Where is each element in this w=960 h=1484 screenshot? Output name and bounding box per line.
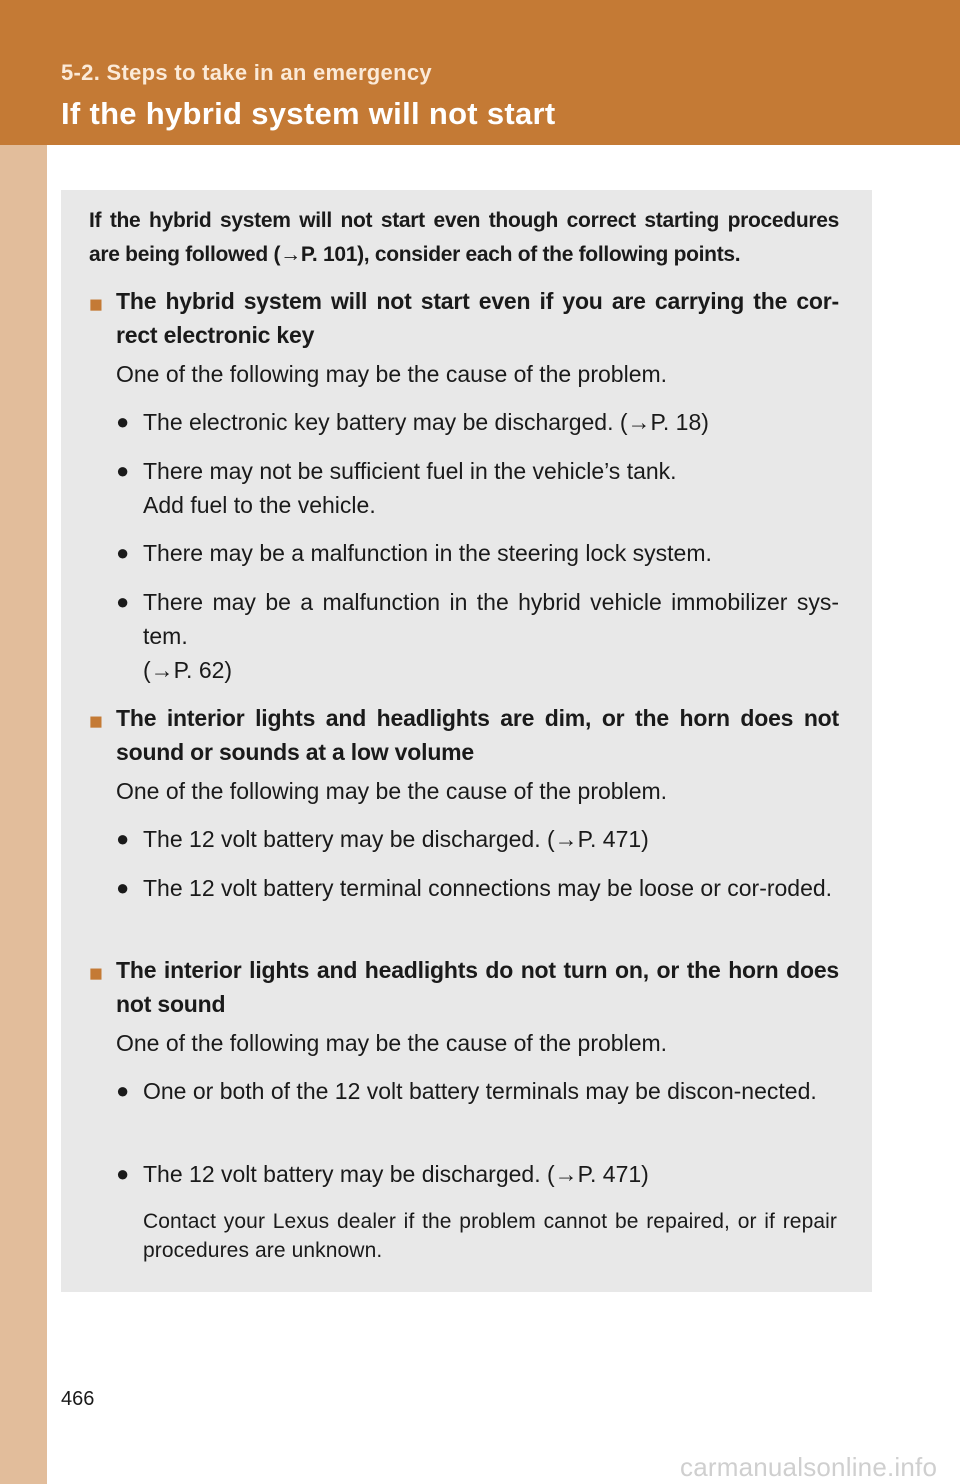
bullet-dot-icon: ● (116, 409, 130, 434)
page-number: 466 (61, 1388, 95, 1410)
bullet-dot-icon: ● (116, 1078, 130, 1103)
list-item-text: One or both of the 12 volt battery terminals may be discon-nected. (143, 1078, 817, 1104)
section-heading-text: The interior lights and headlights are dim, or the horn does not sound or sounds at a low volume (116, 705, 839, 765)
section-heading-carrying-key (89, 284, 839, 352)
section-heading-lights-dim (89, 701, 839, 769)
list-item-text: The 12 volt battery terminal connections may be loose or cor-roded. (143, 875, 833, 901)
list-item-text: There may be a malfunction in the steering lock system. (143, 540, 712, 566)
bullet-dot-icon: ● (116, 1161, 130, 1186)
bullet-dot-icon: ● (116, 589, 130, 614)
list-item (116, 454, 839, 522)
list-item (116, 871, 839, 905)
list-item-text: There may not be sufficient fuel in the vehicle’s tank. (143, 458, 677, 484)
bullet-dot-icon: ● (116, 826, 130, 851)
square-bullet-icon: ■ (89, 291, 103, 317)
section-label: 5-2. Steps to take in an emergency (61, 60, 432, 85)
side-band (0, 145, 47, 1484)
section-heading-lights-off (89, 953, 839, 1021)
section-lead: One of the following may be the cause of the problem. (116, 361, 668, 387)
list-item (116, 405, 839, 439)
intro-text: If the hybrid system will not start even though correct starting procedures are being followed (→P. 101), consider each of the following points. (89, 209, 839, 266)
section-lead: One of the following may be the cause of the problem. (116, 1030, 668, 1056)
section-lead: One of the following may be the cause of the problem. (116, 778, 668, 804)
content-box (61, 190, 872, 1292)
square-bullet-icon: ■ (89, 708, 103, 734)
list-item-text: There may be a malfunction in the hybrid vehicle immobilizer sys-tem. (143, 589, 839, 649)
watermark: carmanualsonline.info (680, 1452, 938, 1482)
section-heading-text: The hybrid system will not start even if you are carrying the cor-rect electronic key (116, 288, 839, 348)
list-item (116, 536, 839, 570)
list-item-extra: (→P. 62) (143, 657, 233, 683)
bullet-dot-icon: ● (116, 875, 130, 900)
list-item (116, 822, 839, 856)
list-item-text: The 12 volt battery may be discharged. (→P. 471) (143, 826, 649, 852)
dealer-note: Contact your Lexus dealer if the problem cannot be repaired, or if repair procedures are unknown. (143, 1210, 837, 1262)
list-item-text: The electronic key battery may be discharged. (→P. 18) (143, 409, 709, 435)
square-bullet-icon: ■ (89, 960, 103, 986)
section-heading-text: The interior lights and headlights do not turn on, or the horn does not sound (116, 957, 839, 1017)
list-item (116, 1157, 839, 1191)
page-title: If the hybrid system will not start (61, 96, 556, 131)
list-item-extra: Add fuel to the vehicle. (143, 492, 376, 518)
bullet-dot-icon: ● (116, 540, 130, 565)
list-item (116, 585, 839, 687)
list-item-text: The 12 volt battery may be discharged. (→P. 471) (143, 1161, 649, 1187)
list-item (116, 1074, 839, 1108)
bullet-dot-icon: ● (116, 458, 130, 483)
